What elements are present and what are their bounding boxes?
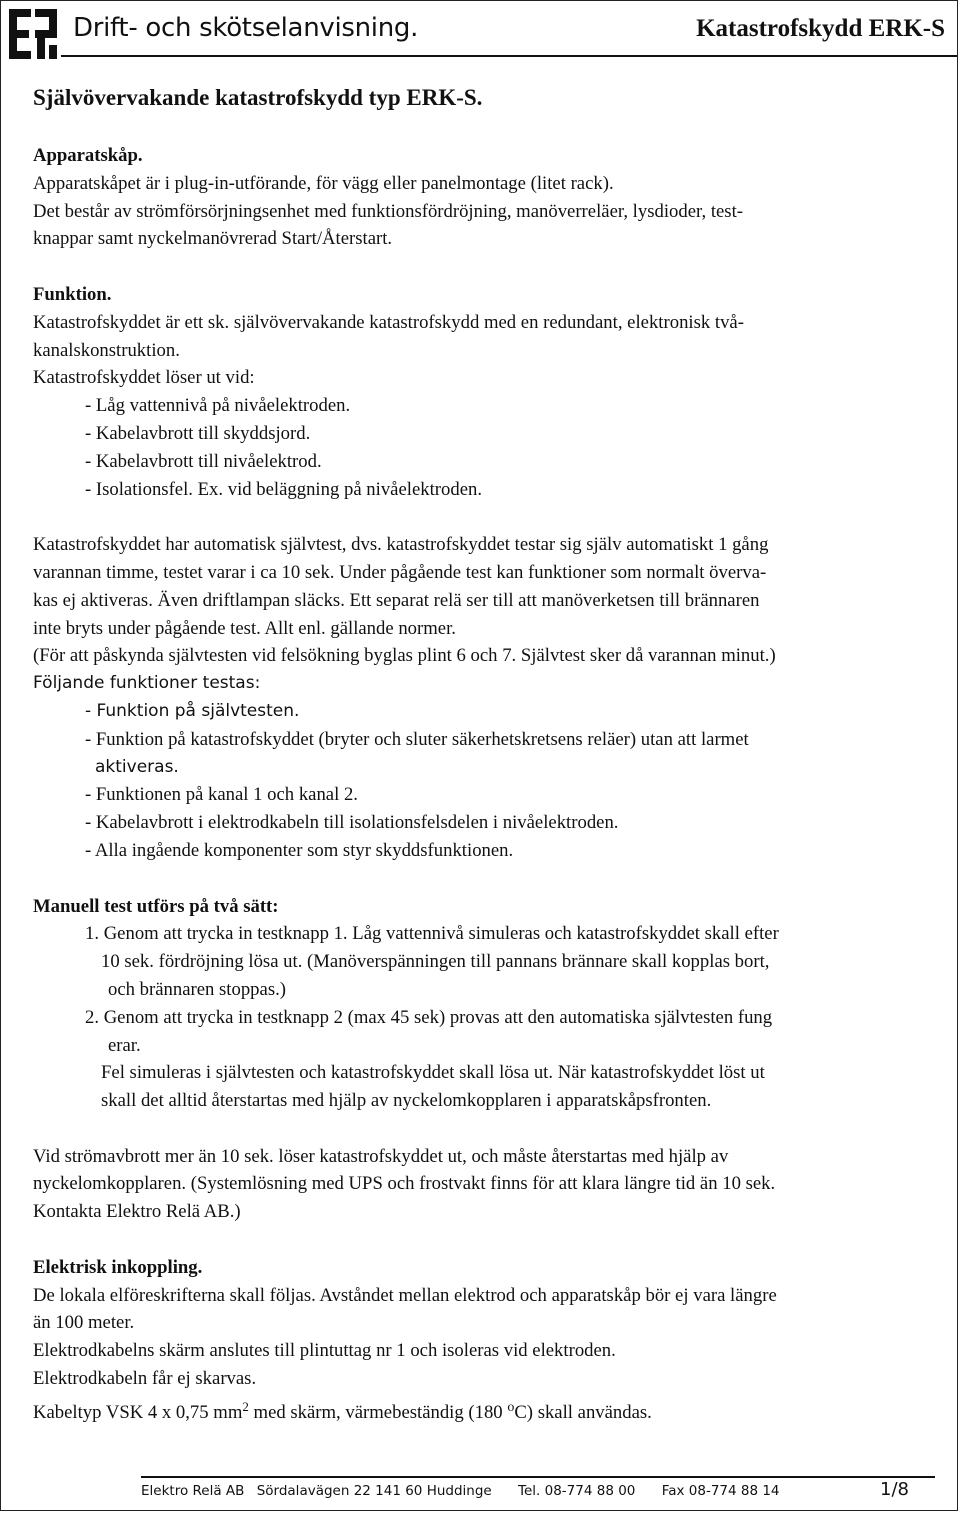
header-product: Katastrofskydd ERK-S	[696, 15, 945, 42]
section-heading-manuell: Manuell test utförs på två sätt:	[33, 895, 279, 917]
numbered-line: 10 sek. fördröjning lösa ut. (Manöverspänningen till pannans brännare skall kopplas bort,	[101, 951, 770, 973]
paragraph-line: kas ej aktiveras. Även driftlampan släcks. Ett separat relä ser till att manöverketsen till brännaren	[33, 589, 760, 611]
paragraph-line: kanalskonstruktion.	[33, 339, 180, 361]
paragraph-line: De lokala elföreskrifterna skall följas. Avståndet mellan elektrod och apparatskåp bör ej vara längre	[33, 1284, 777, 1306]
paragraph-line: Det består av strömförsörjningsenhet med funktionsfördröjning, manöverreläer, lysdioder, test-	[33, 200, 743, 222]
header-rule	[61, 55, 957, 57]
numbered-line: och brännaren stoppas.)	[108, 978, 286, 1000]
paragraph-line: Elektrodkabelns skärm anslutes till plintuttag nr 1 och isoleras vid elektroden.	[33, 1340, 616, 1362]
footer-fax: Fax 08-774 88 14	[661, 1483, 780, 1499]
numbered-line: 2. Genom att trycka in testknapp 2 (max 45 sek) provas att den automatiska självtesten fung	[85, 1006, 773, 1028]
footer-contact	[141, 1483, 788, 1499]
list-item: - Kabelavbrott till nivåelektrod.	[85, 450, 322, 472]
tested-heading: Följande funktioner testas:	[33, 673, 261, 694]
footer-address: Sördalavägen 22 141 60 Huddinge	[256, 1483, 492, 1499]
paragraph-line: Katastrofskyddet har automatisk självtest, dvs. katastrofskyddet testar sig själv automatiskt 1 gång	[33, 534, 769, 556]
paragraph-line: Apparatskåpet är i plug-in-utförande, för vägg eller panelmontage (litet rack).	[33, 172, 614, 194]
document-title: Självövervakande katastrofskydd typ ERK-S.	[33, 85, 483, 110]
paragraph-line: knappar samt nyckelmanövrerad Start/Återstart.	[33, 228, 393, 250]
footer-rule	[141, 1476, 935, 1478]
section-heading-elektrisk: Elektrisk inkoppling.	[33, 1256, 203, 1278]
list-item: - Kabelavbrott till skyddsjord.	[85, 422, 311, 444]
footer-company: Elektro Relä AB	[141, 1483, 245, 1499]
paragraph-line: (För att påskynda självtesten vid felsökning byglas plint 6 och 7. Självtest sker då varannan minut.)	[33, 645, 776, 667]
section-heading-funktion: Funktion.	[33, 283, 112, 305]
paragraph-line: Vid strömavbrott mer än 10 sek. löser katastrofskyddet ut, och måste återstartas med hjälp av	[33, 1145, 729, 1167]
numbered-line: skall det alltid återstartas med hjälp av nyckelomkopplaren i apparatskåpsfronten.	[101, 1090, 712, 1112]
list-item: - Isolationsfel. Ex. vid beläggning på nivåelektroden.	[85, 478, 482, 500]
list-item: - Funktion på katastrofskyddet (bryter och sluter säkerhetskretsens reläer) utan att larmet	[85, 728, 749, 750]
list-item: - Funktion på självtesten.	[85, 700, 300, 721]
elektro-rela-logo	[7, 7, 61, 61]
document-body	[33, 83, 938, 1427]
list-item: - Alla ingående komponenter som styr skyddsfunktionen.	[85, 839, 514, 861]
footer-tel: Tel. 08-774 88 00	[518, 1483, 636, 1499]
paragraph-line: Katastrofskyddet är ett sk. självövervakande katastrofskydd med en redundant, elektronisk två-	[33, 311, 744, 333]
list-item: - Funktionen på kanal 1 och kanal 2.	[85, 784, 358, 806]
page-number: 1/8	[880, 1479, 909, 1500]
numbered-line: Fel simuleras i självtesten och katastrofskyddet skall lösa ut. När katastrofskyddet löst ut	[101, 1062, 765, 1084]
paragraph-line: än 100 meter.	[33, 1312, 135, 1334]
paragraph-line: inte bryts under pågående test. Allt enl. gällande normer.	[33, 617, 456, 639]
paragraph-line: Kontakta Elektro Relä AB.)	[33, 1201, 241, 1223]
paragraph-line: Katastrofskyddet löser ut vid:	[33, 367, 255, 389]
numbered-line: 1. Genom att trycka in testknapp 1. Låg vattennivå simuleras och katastrofskyddet skall efter	[85, 923, 779, 945]
list-item: - Låg vattennivå på nivåelektroden.	[85, 395, 351, 417]
cable-spec-line: Kabeltyp VSK 4 x 0,75 $mm^2$ med skärm, värmebeständig (180 $^o$C) skall användas.	[33, 1398, 652, 1424]
numbered-line: erar.	[108, 1034, 141, 1056]
paragraph-line: Elektrodkabeln får ej skarvas.	[33, 1368, 257, 1390]
paragraph-line: nyckelomkopplaren. (Systemlösning med UPS och frostvakt finns för att klara längre tid än 10 sek.	[33, 1173, 776, 1195]
list-item: - Kabelavbrott i elektrodkabeln till isolationsfelsdelen i nivåelektroden.	[85, 812, 619, 834]
paragraph-line: varannan timme, testet varar i ca 10 sek. Under pågående test kan funktioner som normalt överva-	[33, 561, 767, 583]
header-title: Drift- och skötselanvisning.	[73, 13, 419, 43]
list-item-continuation: aktiveras.	[95, 756, 179, 777]
section-heading-apparatskap: Apparatskåp.	[33, 145, 143, 166]
